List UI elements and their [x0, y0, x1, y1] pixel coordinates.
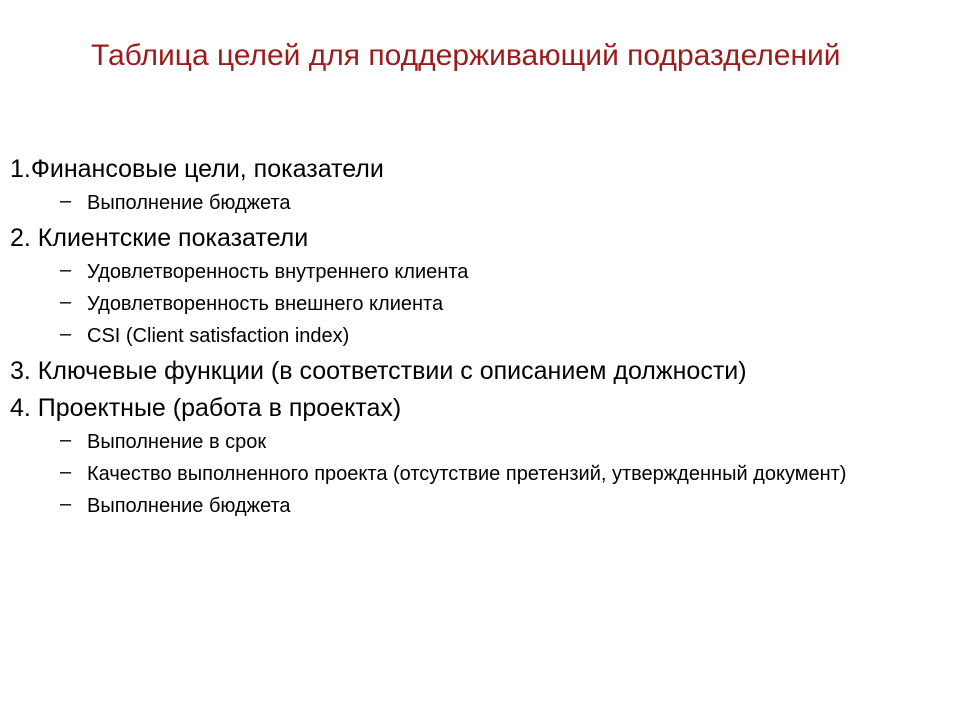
sub-item: [10, 428, 940, 456]
slide-title: Таблица целей для поддерживающий подразделений: [91, 39, 841, 72]
sub-item-label: Выполнение бюджета: [87, 495, 291, 517]
sub-item-label: Качество выполненного проекта (отсутствие претензий, утвержденный документ): [87, 463, 847, 485]
sub-item-label: Удовлетворенность внешнего клиента: [87, 293, 444, 315]
list-item-key-functions: [10, 354, 940, 389]
list-item-financial: [10, 152, 940, 217]
list-item-client: [10, 221, 940, 350]
dash-bullet-icon: –: [60, 493, 72, 515]
sub-item: [10, 290, 940, 318]
item-label: 4. Проектные (работа в проектах): [10, 394, 402, 422]
item-label: 3. Ключевые функции (в соответствии с описанием должности): [10, 357, 747, 385]
sub-item-label: CSI (Client satisfaction index): [87, 325, 350, 347]
dash-bullet-icon: –: [60, 323, 72, 345]
sub-item: [10, 258, 940, 286]
item-label: 1.Финансовые цели, показатели: [10, 155, 384, 183]
item-label: 2. Клиентские показатели: [10, 224, 309, 252]
sub-item-label: Удовлетворенность внутреннего клиента: [87, 261, 469, 283]
dash-bullet-icon: –: [60, 190, 72, 212]
sub-item-label: Выполнение бюджета: [87, 192, 291, 214]
dash-bullet-icon: –: [60, 461, 72, 483]
sub-item: [10, 460, 940, 488]
dash-bullet-icon: –: [60, 259, 72, 281]
sub-item: [10, 492, 940, 520]
list-item-projects: [10, 391, 940, 520]
goals-list: [10, 152, 940, 524]
dash-bullet-icon: –: [60, 291, 72, 313]
sub-item: [10, 322, 940, 350]
dash-bullet-icon: –: [60, 429, 72, 451]
sub-item-label: Выполнение в срок: [87, 431, 267, 453]
sub-item: [10, 189, 940, 217]
